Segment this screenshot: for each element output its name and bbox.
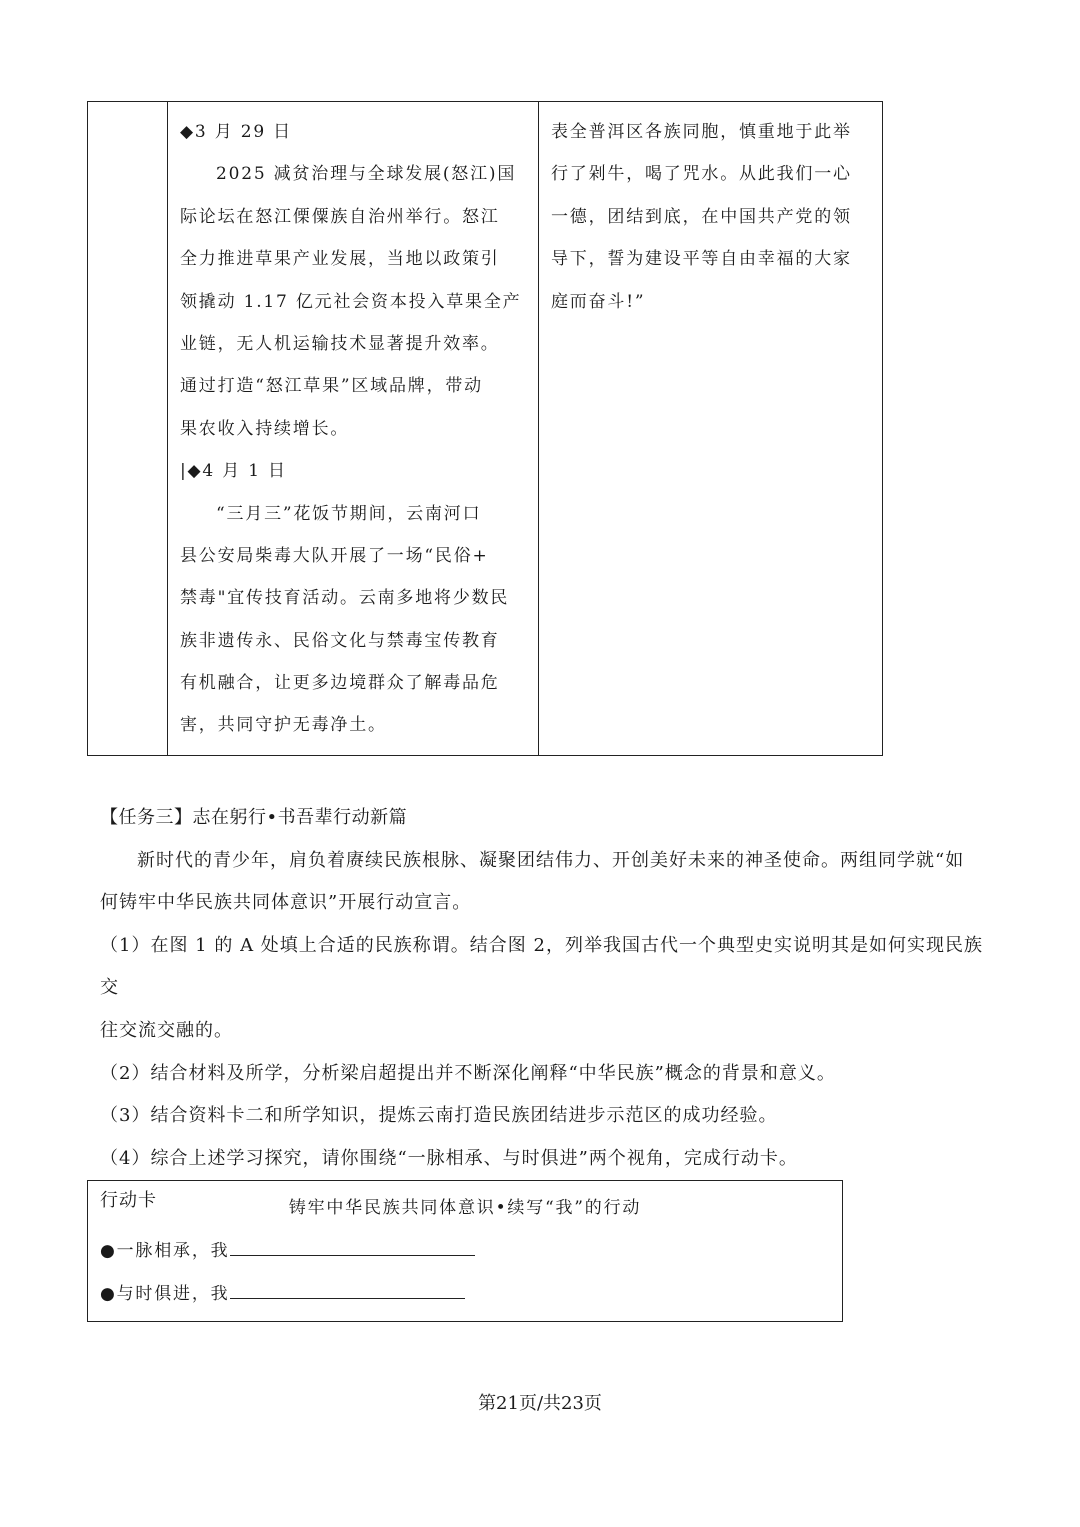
text-line: 禁毒"宜传技育活动。云南多地将少数民 bbox=[180, 588, 510, 609]
action-card-item bbox=[88, 1273, 842, 1316]
text-line: 行了剁牛，喝了咒水。从此我们一心 bbox=[551, 164, 852, 185]
answer-blank bbox=[230, 1237, 475, 1256]
text-line: “三月三”花饭节期间，云南河口 bbox=[216, 503, 482, 524]
answer-blank bbox=[230, 1280, 465, 1299]
table-row bbox=[88, 102, 883, 756]
table-cell-news bbox=[168, 102, 539, 756]
text-line: 际论坛在怒江傈僳族自治州举行。怒江 bbox=[180, 206, 500, 227]
material-table bbox=[87, 101, 883, 756]
action-item-label: ●一脉相承，我 bbox=[100, 1241, 230, 1261]
question-1: （1）在图 1 的 A 处填上合适的民族称谓。结合图 2，列举我国古代一个典型史实说明其是如何实现民族交 bbox=[100, 934, 983, 999]
text-line: 业链，无人机运输技术显著提升效率。 bbox=[180, 333, 500, 354]
text-line: 一德，团结到底，在中国共产党的领 bbox=[551, 206, 852, 227]
table-cell-empty bbox=[88, 102, 168, 756]
text-line: 通过打造“怒江草果”区域品牌，带动 bbox=[180, 376, 483, 397]
text-line: 表全普洱区各族同胞，慎重地于此举 bbox=[551, 122, 852, 142]
action-card bbox=[87, 1180, 843, 1322]
text-line: 导下，誓为建设平等自由幸福的大家 bbox=[551, 249, 852, 270]
text-line: 果农收入持续增长。 bbox=[180, 418, 350, 439]
question-2: （2）结合材料及所学，分析梁启超提出并不断深化阐释“中华民族”概念的背景和意义。 bbox=[100, 1062, 836, 1084]
action-item-label: ●与时俱进，我 bbox=[100, 1284, 230, 1304]
question-3: （3）结合资料卡二和所学知识，提炼云南打造民族团结进步示范区的成功经验。 bbox=[100, 1105, 778, 1127]
question-4: （4）综合上述学习探究，请你围绕“一脉相承、与时俱进”两个视角，完成行动卡。 bbox=[100, 1147, 798, 1169]
text-line: 县公安局柴毒大队开展了一场“民俗+ bbox=[180, 545, 489, 566]
task-intro-line: 新时代的青少年，肩负着赓续民族根脉、凝聚团结伟力、开创美好未来的神圣使命。两组同学就“如 bbox=[137, 849, 965, 871]
task-intro-line: 何铸牢中华民族共同体意识”开展行动宣言。 bbox=[100, 892, 472, 914]
task-section bbox=[100, 797, 985, 1223]
card-label: 行动卡 bbox=[100, 1190, 157, 1212]
news-date: ◆3 月 29 日 bbox=[180, 122, 292, 142]
question-1-cont: 往交流交融的。 bbox=[100, 1019, 233, 1041]
task-heading: 【任务三】志在躬行•书吾辈行动新篇 bbox=[100, 807, 408, 828]
page-number: 第21页/共23页 bbox=[478, 1393, 602, 1414]
text-line: 害，共同守护无毒净土。 bbox=[180, 715, 387, 736]
table-cell-oath bbox=[539, 102, 883, 756]
action-card-item bbox=[88, 1230, 842, 1273]
text-line: 庭而奋斗!” bbox=[551, 291, 646, 312]
text-line: 领撬动 1.17 亿元社会资本投入草果全产 bbox=[180, 291, 522, 312]
news-date: |◆4 月 1 日 bbox=[180, 461, 287, 482]
text-line: 全力推进草果产业发展，当地以政策引 bbox=[180, 249, 500, 270]
action-card-title: 铸牢中华民族共同体意识•续写“我”的行动 bbox=[288, 1198, 642, 1218]
text-line: 有机融合，让更多边境群众了解毒品危 bbox=[180, 673, 500, 694]
text-line: 族非遗传永、民俗文化与禁毒宝传教育 bbox=[180, 630, 500, 651]
text-line: 2025 减贫治理与全球发展(怒江)国 bbox=[216, 164, 517, 185]
